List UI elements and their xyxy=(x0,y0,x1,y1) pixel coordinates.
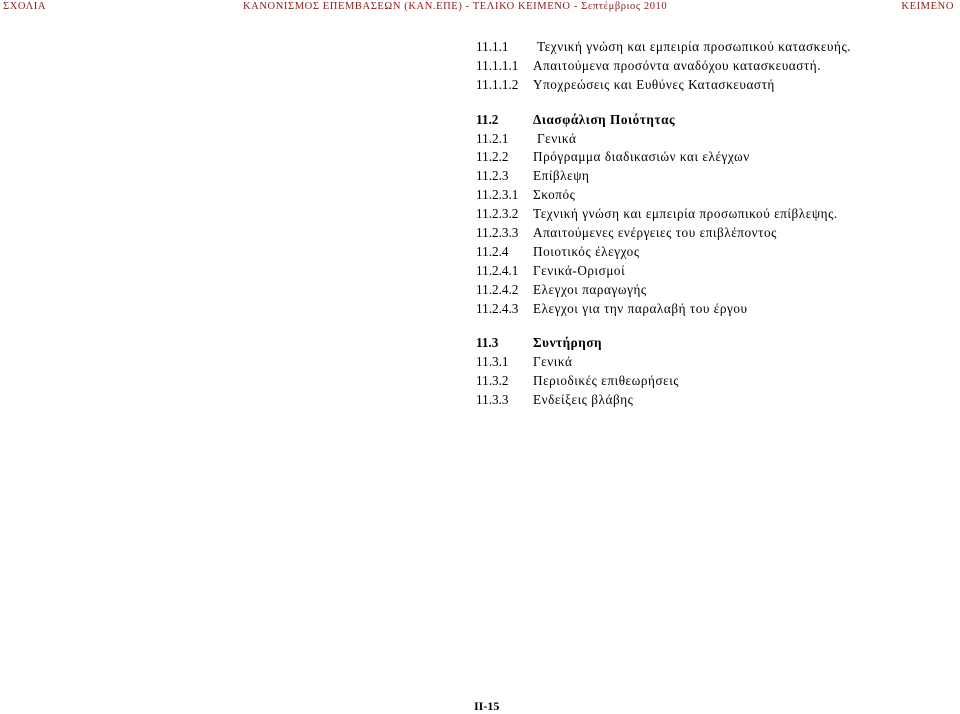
toc-entry-title: Ποιοτικός έλεγχος xyxy=(533,243,640,259)
toc-entry-number: 11.2 xyxy=(476,111,499,127)
toc-entry-number: 11.2.3 xyxy=(476,168,509,184)
toc-entry-title: Τεχνική γνώση και εμπειρία προσωπικού επίβλεψης. xyxy=(533,206,838,222)
toc-entry xyxy=(476,38,946,57)
toc-entry-number: 11.3.1 xyxy=(476,354,509,370)
toc-entry-title: Απαιτούμενα προσόντα αναδόχου κατασκευαστή. xyxy=(533,57,822,73)
toc-entry-title: Συντήρηση xyxy=(533,335,603,351)
toc-entry-number: 11.2.4.2 xyxy=(476,281,519,297)
toc-entry-number: 11.2.1 xyxy=(476,130,509,146)
header-section-label: ΣΧΟΛΙΑ xyxy=(3,1,47,12)
toc-entry-title: Διασφάλιση Ποιότητας xyxy=(533,111,676,127)
toc-entry-title: Γενικά-Ορισμοί xyxy=(533,262,626,278)
toc-entry xyxy=(476,57,946,76)
toc-entry-number: 11.1.1 xyxy=(476,39,509,54)
toc-entry xyxy=(476,205,946,224)
toc-entry xyxy=(476,391,946,410)
toc-entry-number: 11.1.1.1 xyxy=(476,57,519,73)
toc-entry xyxy=(476,130,946,149)
toc-entry-number: 11.3.2 xyxy=(476,373,509,389)
toc-entry-title: Επίβλεψη xyxy=(533,168,590,184)
table-of-contents xyxy=(476,38,946,410)
toc-entry-number: 11.2.3.3 xyxy=(476,225,519,241)
toc-entry xyxy=(476,372,946,391)
toc-entry xyxy=(476,148,946,167)
toc-entry-title: Απαιτούμενες ενέργειες του επιβλέποντος xyxy=(533,225,777,241)
toc-entry-title: Σκοπός xyxy=(533,187,576,203)
header-column-label: ΚΕΙΜΕΝΟ xyxy=(901,1,954,12)
toc-entry-title: Γενικά xyxy=(537,130,577,146)
toc-entry-number: 11.3.3 xyxy=(476,392,509,408)
toc-entry xyxy=(476,167,946,186)
toc-entry-number: 11.2.4.3 xyxy=(476,300,519,316)
toc-entry-number: 11.2.3.2 xyxy=(476,206,519,222)
section-spacer xyxy=(476,318,946,334)
toc-entry-title: Περιοδικές επιθεωρήσεις xyxy=(533,373,680,389)
toc-entry-number: 11.2.4.1 xyxy=(476,262,519,278)
toc-entry-title: Τεχνική γνώση και εμπειρία προσωπικού κατασκευής. xyxy=(537,39,852,54)
toc-entry-number: 11.3 xyxy=(476,335,499,351)
toc-entry xyxy=(476,281,946,300)
toc-entry xyxy=(476,76,946,95)
toc-entry xyxy=(476,243,946,262)
section-spacer xyxy=(476,95,946,111)
toc-entry-number: 11.2.2 xyxy=(476,149,509,165)
toc-entry-title: Ελεγχοι παραγωγής xyxy=(533,281,647,297)
toc-entry-number: 11.1.1.2 xyxy=(476,76,519,92)
page-number: ΙΙ-15 xyxy=(474,699,500,713)
toc-entry xyxy=(476,224,946,243)
toc-entry-title: Ενδείξεις βλάβης xyxy=(533,392,634,408)
toc-entry-title: Γενικά xyxy=(533,354,573,370)
header-document-title: ΚΑΝΟΝΙΣΜΟΣ ΕΠΕΜΒΑΣΕΩΝ (ΚΑΝ.ΕΠΕ) - ΤΕΛΙΚΟ ΚΕΙΜΕΝΟ - Σεπτέμβριος 2010 xyxy=(243,1,668,12)
toc-entry xyxy=(476,262,946,281)
toc-entry-title: Ελεγχοι για την παραλαβή του έργου xyxy=(533,300,748,316)
toc-entry xyxy=(476,186,946,205)
toc-entry-number: 11.2.3.1 xyxy=(476,187,519,203)
toc-entry-title: Υποχρεώσεις και Ευθύνες Κατασκευαστή xyxy=(533,76,775,92)
toc-entry xyxy=(476,300,946,319)
toc-entry xyxy=(476,353,946,372)
toc-entry-title: Πρόγραμμα διαδικασιών και ελέγχων xyxy=(533,149,750,165)
page-header xyxy=(0,0,960,16)
toc-section-heading xyxy=(476,111,946,130)
toc-entry-number: 11.2.4 xyxy=(476,243,509,259)
toc-section-heading xyxy=(476,334,946,353)
